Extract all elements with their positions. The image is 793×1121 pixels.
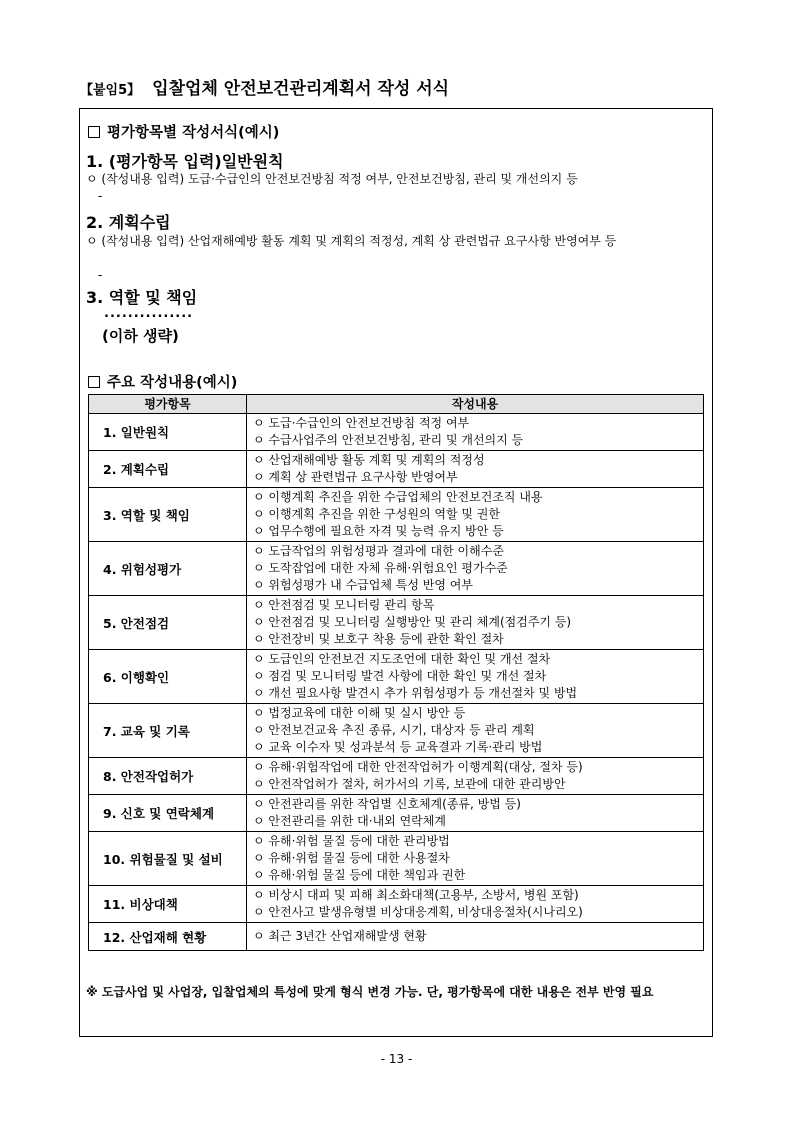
attachment-tag: 【붙임5】 — [80, 83, 141, 98]
item-cell: 7. 교육 및 기록 — [89, 704, 247, 758]
bullet-line: ㅇ 개선 필요사항 발견시 추가 위험성평가 등 개선절차 및 방법 — [253, 686, 578, 700]
column-header-content: 작성내용 — [247, 395, 704, 414]
bullet-line: ㅇ 안전장비 및 보호구 착용 등에 관한 확인 절차 — [253, 632, 504, 646]
item-cell: 12. 산업재해 현황 — [89, 923, 247, 951]
bullet-line: ㅇ 이행계획 추진을 위한 구성원의 역할 및 권한 — [253, 507, 500, 521]
checkbox-square-icon — [88, 376, 100, 388]
section1-title-text: 평가항목별 작성서식(예시) — [107, 125, 280, 141]
table-row — [89, 886, 704, 923]
table-row — [89, 542, 704, 596]
bullet-line: ㅇ 안전작업허가 절차, 허가서의 기록, 보관에 대한 관리방안 — [253, 777, 566, 791]
bullet-line: ㅇ 최근 3년간 산업재해발생 현황 — [253, 929, 427, 943]
content-cell — [247, 650, 704, 704]
content-cell — [247, 886, 704, 923]
bullet-line: ㅇ 유해·위험 물질 등에 대한 책임과 권한 — [253, 868, 466, 882]
item-cell: 5. 안전점검 — [89, 596, 247, 650]
bullet-line: ㅇ 안전점검 및 모니터링 실행방안 및 관리 체계(점검주기 등) — [253, 615, 572, 629]
table-row — [89, 596, 704, 650]
bullet-line: ㅇ 이행계획 추진을 위한 수급업체의 안전보건조직 내용 — [253, 490, 543, 504]
item3-heading: 3. 역할 및 책임 — [86, 288, 198, 307]
table-header-row — [89, 395, 704, 414]
item2-heading: 2. 계획수립 — [86, 213, 171, 232]
table-row — [89, 414, 704, 451]
content-cell — [247, 451, 704, 488]
bullet-line: ㅇ 비상시 대피 및 피해 최소화대책(고용부, 소방서, 병원 포함) — [253, 888, 579, 902]
item-cell: 10. 위험물질 및 설비 — [89, 832, 247, 886]
content-cell — [247, 596, 704, 650]
document-header — [80, 74, 449, 99]
table-row — [89, 704, 704, 758]
content-cell — [247, 832, 704, 886]
item1-heading: 1. (평가항목 입력)일반원칙 — [86, 152, 284, 171]
bullet-line: ㅇ 유해·위험 물질 등에 대한 사용절차 — [253, 851, 450, 865]
bullet-line: ㅇ 안전관리를 위한 작업별 신호체계(종류, 방법 등) — [253, 797, 521, 811]
ellipsis-dots: ............... — [104, 306, 194, 321]
table-row — [89, 488, 704, 542]
item-cell: 4. 위험성평가 — [89, 542, 247, 596]
item-cell: 1. 일반원칙 — [89, 414, 247, 451]
checkbox-square-icon — [88, 126, 100, 138]
bullet-line: ㅇ 안전보건교육 추진 종류, 시기, 대상자 등 관리 계획 — [253, 723, 535, 737]
bullet-line: ㅇ 위험성평가 내 수급업체 특성 반영 여부 — [253, 578, 473, 592]
table-row — [89, 795, 704, 832]
table-row — [89, 832, 704, 886]
bullet-line: ㅇ 수급사업주의 안전보건방침, 관리 및 개선의지 등 — [253, 433, 524, 447]
bullet-line: ㅇ 도급작업의 위험성평과 결과에 대한 이해수준 — [253, 544, 504, 558]
table-row — [89, 650, 704, 704]
item-cell: 11. 비상대책 — [89, 886, 247, 923]
section1-title — [88, 121, 279, 142]
content-cell — [247, 542, 704, 596]
item1-text: ㅇ (작성내용 입력) 도급·수급인의 안전보건방침 적정 여부, 안전보건방침, 관리 및 개선의지 등 — [86, 172, 578, 186]
omitted-note: (이하 생략) — [102, 327, 179, 345]
content-cell — [247, 758, 704, 795]
page-number: - 13 - — [380, 1052, 413, 1066]
item2-dash: - — [98, 268, 103, 282]
item-cell: 6. 이행확인 — [89, 650, 247, 704]
content-cell — [247, 414, 704, 451]
item2-text: ㅇ (작성내용 입력) 산업재해예방 활동 계획 및 계획의 적정성, 계획 상 관련법규 요구사항 반영여부 등 — [86, 234, 617, 248]
section2-title-text: 주요 작성내용(예시) — [107, 375, 238, 391]
bullet-line: ㅇ 계획 상 관련법규 요구사항 반영여부 — [253, 470, 458, 484]
section2-title — [88, 371, 237, 392]
footnote: ※ 도급사업 및 사업장, 입찰업체의 특성에 맞게 형식 변경 가능. 단, 평가항목에 대한 내용은 전부 반영 필요 — [86, 985, 654, 999]
item1-dash: - — [98, 189, 103, 203]
table-row — [89, 451, 704, 488]
document-title: 입찰업체 안전보건관리계획서 작성 서식 — [152, 79, 450, 99]
table-row — [89, 923, 704, 951]
bullet-line: ㅇ 안전점검 및 모니터링 관리 항목 — [253, 598, 435, 612]
bullet-line: ㅇ 법정교육에 대한 이해 및 실시 방안 등 — [253, 706, 466, 720]
content-cell — [247, 704, 704, 758]
bullet-line: ㅇ 안전사고 발생유형별 비상대응계획, 비상대응절차(시나리오) — [253, 905, 583, 919]
bullet-line: ㅇ 유해·위험 물질 등에 대한 관리방법 — [253, 834, 450, 848]
bullet-line: ㅇ 도급인의 안전보건 지도조언에 대한 확인 및 개선 절차 — [253, 652, 551, 666]
bullet-line: ㅇ 점검 및 모니터링 발견 사항에 대한 확인 및 개선 절차 — [253, 669, 547, 683]
bullet-line: ㅇ 도급·수급인의 안전보건방침 적정 여부 — [253, 416, 470, 430]
column-header-item: 평가항목 — [89, 395, 247, 414]
bullet-line: ㅇ 산업재해예방 활동 계획 및 계획의 적정성 — [253, 453, 485, 467]
content-table — [88, 394, 704, 951]
bullet-line: ㅇ 유해·위험작업에 대한 안전작업허가 이행계획(대상, 절차 등) — [253, 760, 583, 774]
content-cell — [247, 923, 704, 951]
item-cell: 8. 안전작업허가 — [89, 758, 247, 795]
bullet-line: ㅇ 교육 이수자 및 성과분석 등 교육결과 기록·관리 방법 — [253, 740, 543, 754]
bullet-line: ㅇ 도작잡업에 대한 자체 유해·위험요인 평가수준 — [253, 561, 508, 575]
item-cell: 2. 계획수립 — [89, 451, 247, 488]
item-cell: 9. 신호 및 연락체계 — [89, 795, 247, 832]
item-cell: 3. 역할 및 책임 — [89, 488, 247, 542]
bullet-line: ㅇ 업무수행에 필요한 자격 및 능력 유지 방안 등 — [253, 524, 504, 538]
table-row — [89, 758, 704, 795]
content-cell — [247, 795, 704, 832]
bullet-line: ㅇ 안전관리를 위한 대·내외 연락체계 — [253, 814, 446, 828]
content-cell — [247, 488, 704, 542]
